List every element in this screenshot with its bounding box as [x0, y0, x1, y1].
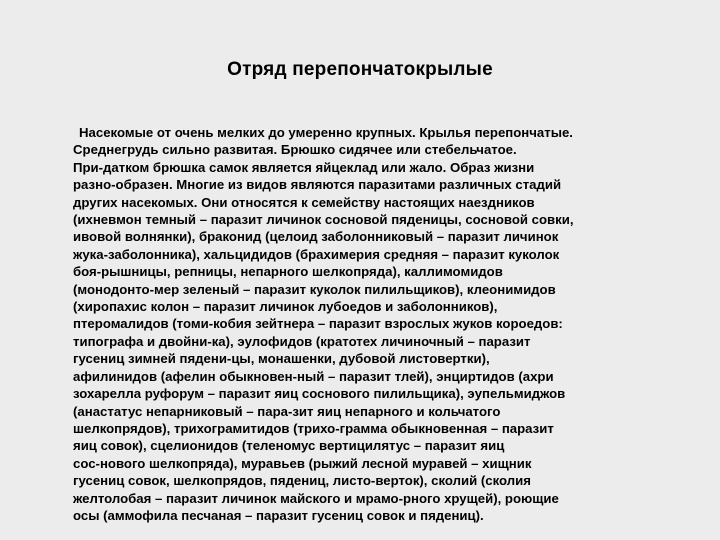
body-line: Среднегрудь сильно развитая. Брюшко сидячее или стебельчатое. [73, 142, 517, 158]
body-line: (ихневмон темный – паразит личинок сосновой пяденицы, сосновой совки, [73, 212, 574, 228]
body-paragraph [73, 124, 713, 524]
body-line: яиц совок), сцелионидов (теленомус вертицилятус – паразит яиц [73, 438, 505, 454]
body-line: При-датком брюшка самок является яйцеклад или жало. Образ жизни [73, 159, 535, 175]
body-line: Насекомые от очень мелких до умеренно крупных. Крылья перепончатые. [79, 125, 573, 140]
body-line: боя-рышницы, репницы, непарного шелкопряда), каллимомидов [73, 264, 503, 280]
body-line: типографа и двойни-ка), эулофидов (кратотех личиночный – паразит [73, 333, 531, 349]
body-line: гусениц совок, шелкопрядов, пядениц, листо-верток), сколий (сколия [73, 473, 531, 489]
body-line: ивовой волнянки), браконид (целоид заболонниковый – паразит личинок [73, 229, 559, 245]
body-line: гусениц зимней пядени-цы, монашенки, дубовой листовертки), [73, 351, 490, 367]
body-line: осы (аммофила песчаная – паразит гусениц совок и пядениц). [73, 507, 484, 523]
body-line: других насекомых. Они относятся к семейству настоящих наездников [73, 194, 535, 210]
body-line: разно-образен. Многие из видов являются паразитами различных стадий [73, 177, 562, 193]
body-line: жука-заболонника), хальцидидов (брахимерия средняя – паразит куколок [73, 246, 560, 262]
body-line: шелкопрядов), трихограмитидов (трихо-грамма обыкновенная – паразит [73, 420, 554, 436]
body-line: зохарелла руфорум – паразит яиц соснового пилильщика), эупельмиджов [73, 386, 566, 402]
body-line: птеромалидов (томи-кобия зейтнера – паразит взрослых жуков короедов: [73, 316, 563, 332]
slide-title: Отряд перепончатокрылые [227, 59, 493, 80]
body-line: афилинидов (афелин обыкновен-ный – паразит тлей), энциртидов (ахри [73, 368, 554, 384]
body-line: (хиропахис колон – паразит личинок лубоедов и заболонников), [73, 299, 498, 315]
body-line: сос-нового шелкопряда), муравьев (рыжий лесной муравей – хищник [73, 455, 532, 471]
body-line: (монодонто-мер зеленый – паразит куколок пилильщиков), клеонимидов [73, 281, 556, 297]
body-line: (анастатус непарниковый – пара-зит яиц непарного и кольчатого [73, 403, 501, 419]
body-line: желтолобая – паразит личинок майского и мрамо-рного хрущей), роющие [73, 490, 559, 506]
